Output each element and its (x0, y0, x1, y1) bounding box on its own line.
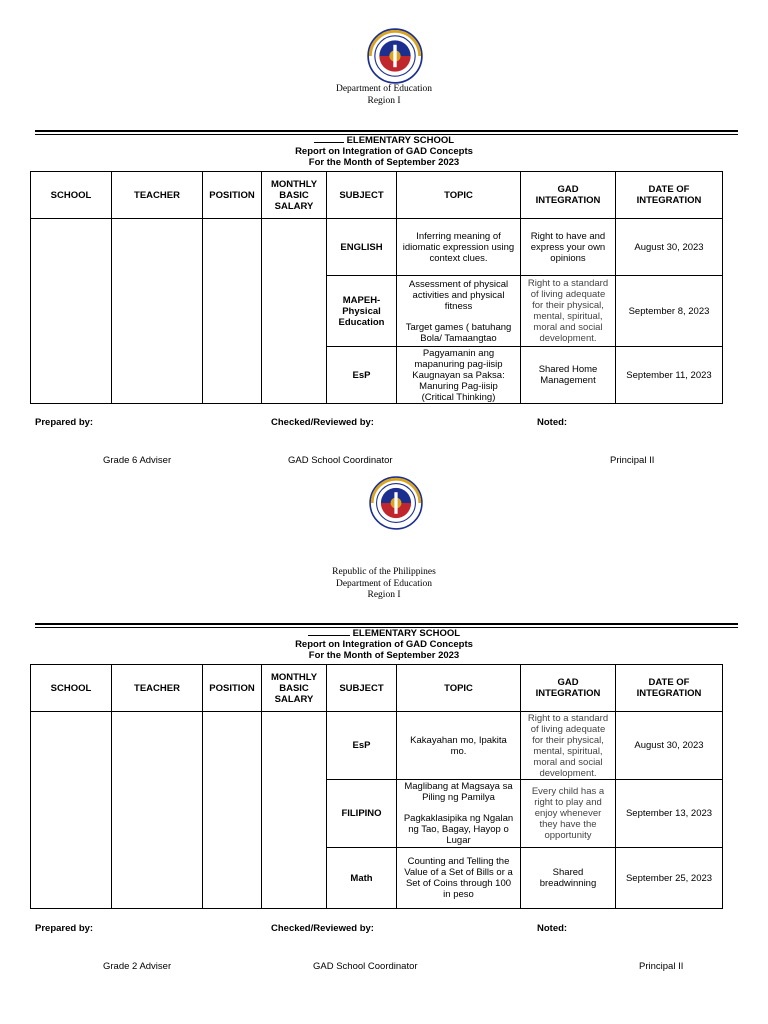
letterhead (0, 84, 768, 107)
deped-seal-icon (369, 476, 423, 530)
topic-cell: Assessment of physical activities and physical fitness Target games ( batuhang Bola/ Tamaangtao (397, 276, 521, 347)
header-rule-thick (35, 130, 738, 132)
position-cell (203, 219, 262, 404)
department-name: Department of Education (335, 578, 433, 589)
col-subject: SUBJECT (327, 665, 397, 712)
report-month: For the Month of September 2023 (308, 157, 460, 168)
school-cell (31, 712, 112, 909)
col-date-of-integration: DATE OF INTEGRATION (616, 172, 723, 219)
gad-cell: Right to have and express your own opinions (521, 219, 616, 276)
school-name-blank (308, 627, 350, 636)
topic-cell: Kakayahan mo, Ipakita mo. (397, 712, 521, 780)
teacher-cell (112, 712, 203, 909)
col-gad-integration: GAD INTEGRATION (521, 172, 616, 219)
col-position: POSITION (203, 172, 262, 219)
date-cell: September 25, 2023 (616, 848, 723, 909)
coordinator-title: GAD School Coordinator (288, 455, 393, 466)
gad-cell: Every child has a right to play and enjoy whenever they have the opportunity (521, 780, 616, 848)
col-teacher: TEACHER (112, 172, 203, 219)
salary-cell (262, 219, 327, 404)
checked-by-label: Checked/Reviewed by: (271, 417, 374, 428)
position-cell (203, 712, 262, 909)
table-row (31, 712, 723, 780)
col-monthly-basic-salary: MONTHLY BASIC SALARY (262, 665, 327, 712)
noted-label: Noted: (537, 417, 568, 428)
report-subtitle: Report on Integration of GAD Concepts (295, 639, 473, 650)
school-cell (31, 219, 112, 404)
coordinator-title: GAD School Coordinator (313, 961, 418, 972)
prepared-by-label: Prepared by: (35, 923, 94, 934)
topic-cell: Pagyamanin ang mapanuring pag-iisip Kaugnayan sa Paksa: Manuring Pag-iisip (Critical Thinking) (397, 347, 521, 404)
col-school: SCHOOL (31, 665, 112, 712)
republic-name: Republic of the Philippines (332, 567, 436, 577)
col-teacher: TEACHER (112, 665, 203, 712)
date-cell: September 13, 2023 (616, 780, 723, 848)
col-topic: TOPIC (397, 172, 521, 219)
report-month: For the Month of September 2023 (308, 650, 460, 661)
topic-cell: Counting and Telling the Value of a Set of Bills or a Set of Coins through 100 in peso (397, 848, 521, 909)
col-topic: TOPIC (397, 665, 521, 712)
salary-cell (262, 712, 327, 909)
checked-by-label: Checked/Reviewed by: (271, 923, 374, 934)
report-subtitle: Report on Integration of GAD Concepts (295, 146, 473, 157)
date-cell: August 30, 2023 (616, 219, 723, 276)
gad-cell: Right to a standard of living adequate for their physical, mental, spiritual, moral and social development. (521, 712, 616, 780)
school-type: ELEMENTARY SCHOOL (352, 628, 461, 639)
col-school: SCHOOL (31, 172, 112, 219)
date-cell: September 8, 2023 (616, 276, 723, 347)
date-cell: August 30, 2023 (616, 712, 723, 780)
col-monthly-basic-salary: MONTHLY BASIC SALARY (262, 172, 327, 219)
header-rule-thick (35, 623, 738, 625)
region-name: Region I (367, 95, 401, 106)
department-name: Department of Education (335, 84, 433, 94)
table-header-row (31, 665, 723, 712)
teacher-cell (112, 219, 203, 404)
gad-report-table (30, 664, 723, 909)
report-title (0, 134, 768, 168)
topic-cell: Inferring meaning of idiomatic expression using context clues. (397, 219, 521, 276)
subject-cell: FILIPINO (327, 780, 397, 848)
school-name-blank (314, 134, 344, 143)
adviser-title: Grade 6 Adviser (103, 455, 172, 466)
letterhead (0, 567, 768, 602)
report-title (0, 627, 768, 661)
region-name: Region I (367, 590, 401, 600)
topic-cell: Maglibang at Magsaya sa Piling ng Pamilya Pagkaklasipika ng Ngalan ng Tao, Bagay, Hayop o Lugar (397, 780, 521, 848)
adviser-title: Grade 2 Adviser (103, 961, 172, 972)
subject-cell: ENGLISH (327, 219, 397, 276)
subject-cell: EsP (327, 347, 397, 404)
deped-seal-icon (367, 28, 423, 84)
col-date-of-integration: DATE OF INTEGRATION (616, 665, 723, 712)
principal-title: Principal II (639, 961, 684, 972)
gad-cell: Shared breadwinning (521, 848, 616, 909)
gad-report-table (30, 171, 723, 404)
subject-cell: Math (327, 848, 397, 909)
gad-cell: Right to a standard of living adequate for their physical, mental, spiritual, moral and social development. (521, 276, 616, 347)
prepared-by-label: Prepared by: (35, 417, 94, 428)
noted-label: Noted: (537, 923, 568, 934)
date-cell: September 11, 2023 (616, 347, 723, 404)
school-type: ELEMENTARY SCHOOL (346, 135, 455, 146)
subject-cell: MAPEH- Physical Education (327, 276, 397, 347)
col-subject: SUBJECT (327, 172, 397, 219)
gad-cell: Shared Home Management (521, 347, 616, 404)
principal-title: Principal II (610, 455, 655, 466)
table-header-row (31, 172, 723, 219)
col-gad-integration: GAD INTEGRATION (521, 665, 616, 712)
subject-cell: EsP (327, 712, 397, 780)
col-position: POSITION (203, 665, 262, 712)
table-row (31, 219, 723, 276)
